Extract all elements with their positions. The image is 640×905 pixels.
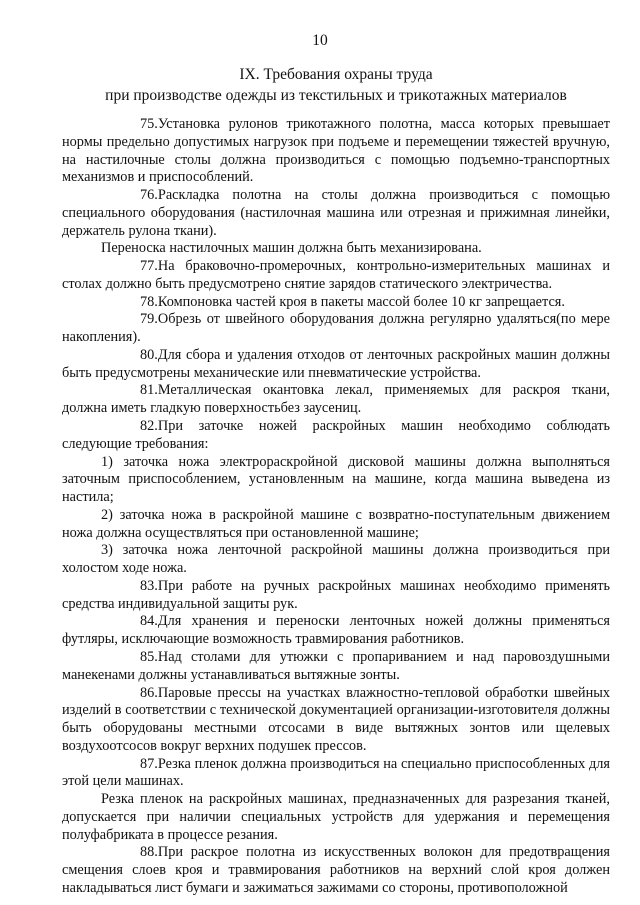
page-number: 10 bbox=[312, 32, 328, 49]
paragraph-number: 81. bbox=[140, 382, 158, 399]
paragraph-text: 1) заточка ножа электрораскройной дисковой машины должна выполняться заточным приспособлением, установленным на машине, когда машина выведена из настила; bbox=[62, 453, 610, 506]
paragraph-88 bbox=[62, 844, 610, 897]
paragraph-80 bbox=[62, 347, 610, 383]
paragraph-77 bbox=[62, 258, 610, 294]
paragraph-82-item-1 bbox=[62, 454, 610, 507]
paragraph-text: При заточке ножей раскройных машин необходимо соблюдать следующие требования: bbox=[62, 418, 610, 452]
paragraph-87-note bbox=[62, 791, 610, 844]
section-title bbox=[62, 64, 610, 106]
paragraph-82-item-2 bbox=[62, 507, 610, 543]
paragraph-number: 76. bbox=[140, 187, 158, 204]
paragraph-text: При работе на ручных раскройных машинах необходимо применять средства индивидуальной защиты рук. bbox=[62, 577, 610, 612]
paragraph-number: 88. bbox=[140, 844, 158, 861]
paragraph-85 bbox=[62, 649, 610, 685]
paragraph-79 bbox=[62, 311, 610, 347]
paragraph-83 bbox=[62, 578, 610, 614]
paragraph-number: 84. bbox=[140, 613, 158, 630]
paragraph-text: Переноска настилочных машин должна быть механизирована. bbox=[101, 240, 482, 257]
paragraph-text: Для сбора и удаления отходов от ленточных раскройных машин должны быть предусмотрены механические или пневматические устройства. bbox=[62, 346, 610, 381]
paragraph-82-item-3 bbox=[62, 542, 610, 578]
paragraph-81 bbox=[62, 382, 610, 418]
paragraph-number: 75. bbox=[140, 116, 158, 132]
section-title-line-2: при производстве одежды из текстильных и трикотажных материалов bbox=[105, 87, 567, 104]
paragraph-text: Паровые прессы на участках влажностно-тепловой обработки швейных изделий в соответствии с технической документацией организации-изготовителя должны быть оборудованы местными отсосами в виде вытяжных зонтов или щелевых воздухоотсосов вокруг верхних подушек прессов. bbox=[62, 684, 610, 754]
paragraph-number: 82. bbox=[140, 418, 158, 435]
paragraph-76 bbox=[62, 187, 610, 240]
paragraph-text: На браковочно-промерочных, контрольно-измерительных машинах и столах должно быть предусмотрено снятие зарядов статического электричества. bbox=[62, 258, 610, 292]
paragraph-number: 86. bbox=[140, 684, 158, 701]
paragraph-text: 3) заточка ножа ленточной раскройной машины должна производиться при холостом ходе ножа. bbox=[62, 542, 610, 577]
paragraph-text: Над столами для утюжки с пропариванием и над паровоздушными манекенами должны устанавливаться вытяжные зонты. bbox=[62, 648, 610, 683]
paragraph-number: 87. bbox=[140, 755, 158, 772]
section-title-line-1: IX. Требования охраны труда bbox=[239, 66, 433, 83]
paragraph-text: Резка пленок должна производиться на специально приспособленных для этой цели машинах. bbox=[62, 755, 610, 790]
paragraph-number: 78. bbox=[140, 293, 158, 310]
paragraph-text: 2) заточка ножа в раскройной машине с возвратно-поступательным движением ножа должна осуществляться при остановленной машине; bbox=[62, 506, 610, 541]
paragraph-75 bbox=[62, 116, 610, 187]
paragraph-82 bbox=[62, 418, 610, 454]
paragraph-87 bbox=[62, 756, 610, 792]
paragraph-text: Компоновка частей кроя в пакеты массой более 10 кг запрещается. bbox=[157, 293, 565, 310]
paragraph-text: Раскладка полотна на столы должна производиться с помощью специального оборудования (настилочная машина или отрезная и прижимная линейки, держатель рулона ткани). bbox=[62, 187, 610, 239]
paragraph-86 bbox=[62, 685, 610, 756]
paragraph-text: При раскрое полотна из искусственных волокон для предотвращения смещения слоев кроя и травмирования работников на верхний слой кроя должен накладываться лист бумаги и зажиматься зажимами со стороны, противоположной bbox=[62, 844, 610, 896]
paragraph-number: 77. bbox=[140, 258, 158, 275]
document-body bbox=[62, 116, 610, 898]
paragraph-text: Резка пленок на раскройных машинах, предназначенных для разрезания тканей, допускается при наличии специальных устройств для удержания и перемещения полуфабриката в процессе резания. bbox=[62, 791, 610, 843]
paragraph-number: 83. bbox=[140, 577, 158, 594]
paragraph-text: Металлическая окантовка лекал, применяемых для раскроя ткани, должна иметь гладкую поверхностьбез заусениц. bbox=[62, 382, 610, 417]
paragraph-number: 80. bbox=[140, 346, 158, 363]
paragraph-78 bbox=[62, 294, 610, 312]
paragraph-text: Обрезь от швейного оборудования должна регулярно удаляться(по мере накопления). bbox=[62, 311, 610, 346]
paragraph-text: Установка рулонов трикотажного полотна, масса которых превышает нормы предельно допустимых нагрузок при подъеме и перемещении тяжестей вручную, на настилочные столы должна производиться с помощью подъемно-транспортных механизмов и приспособлений. bbox=[62, 116, 610, 186]
paragraph-text: Для хранения и переноски ленточных ножей должны применяться футляры, исключающие возможность травмирования работников. bbox=[62, 613, 610, 648]
paragraph-76-note bbox=[62, 240, 610, 258]
paragraph-84 bbox=[62, 613, 610, 649]
paragraph-number: 79. bbox=[140, 311, 158, 328]
paragraph-number: 85. bbox=[140, 648, 158, 665]
